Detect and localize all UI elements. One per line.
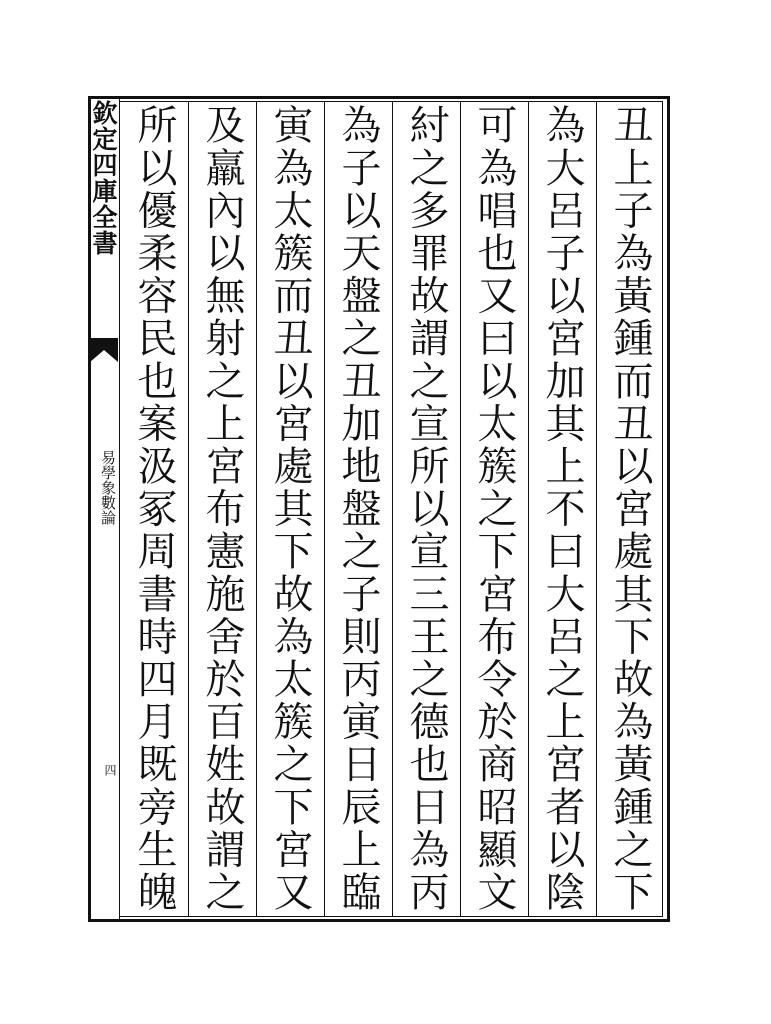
column-rule	[188, 101, 189, 917]
text-column-7: 及羸內以無射之上宮布憲施舍於百姓故謂之	[199, 104, 245, 914]
book-title: 欽定四庫全書	[89, 100, 118, 256]
column-rule	[460, 101, 461, 917]
column-rule	[324, 101, 325, 917]
section-title: 易學象數論	[99, 450, 117, 525]
text-column-8: 所以優柔容民也案汲冢周書時四月既旁生魄	[131, 104, 177, 914]
text-column-1: 丑上子為黃鍾而丑以宮處其下故為黃鍾之下	[607, 104, 653, 914]
text-column-4: 紂之多罪故謂之宣所以宣三王之德也日為丙	[403, 104, 449, 914]
column-rule	[528, 101, 529, 917]
column-rule	[256, 101, 257, 917]
column-rule	[392, 101, 393, 917]
fish-tail-mark	[88, 336, 120, 366]
column-rule	[596, 101, 597, 917]
text-column-5: 為子以天盤之丑加地盤之子則丙寅日辰上臨	[335, 104, 381, 914]
page-number: 四	[103, 764, 117, 776]
text-column-2: 為大呂子以宮加其上不曰大呂之上宮者以陰	[539, 104, 585, 914]
text-column-3: 可為唱也又曰以太簇之下宮布令於商昭顯文	[471, 104, 517, 914]
text-column-6: 寅為太簇而丑以宮處其下故為太簇之下宮又	[267, 104, 313, 914]
